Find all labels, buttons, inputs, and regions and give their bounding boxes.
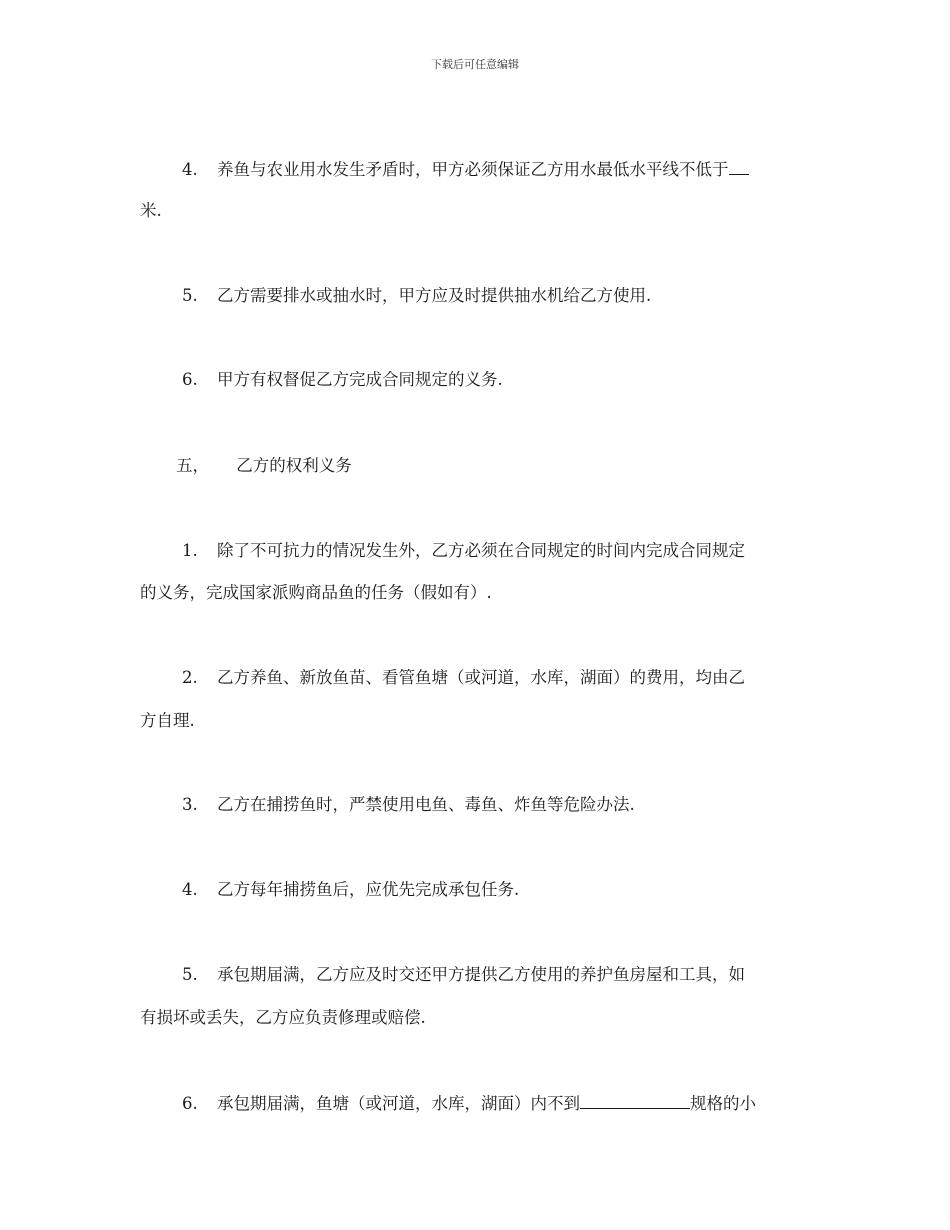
page-header: 下载后可任意编辑 — [431, 58, 519, 71]
item-text: 承包期届满，鱼塘（或河道，水库，湖面）内不到 — [217, 1094, 580, 1113]
duty-4 — [182, 880, 519, 900]
paragraph-4-cont: 米. — [140, 201, 162, 220]
item-text: 乙方养鱼、新放鱼苗、看管鱼塘（或河道，水库，湖面）的费用，均由乙 — [217, 668, 745, 687]
paragraph-4 — [182, 158, 749, 180]
item-number: 5. — [182, 286, 198, 305]
duty-6 — [182, 1092, 756, 1114]
item-text: 除了不可抗力的情况发生外，乙方必须在合同规定的时间内完成合同规定 — [217, 541, 745, 560]
item-number: 5. — [182, 965, 198, 984]
section-number: 五， — [176, 456, 209, 475]
paragraph-5 — [182, 286, 651, 306]
duty-5-cont: 有损坏或丢失，乙方应负责修理或赔偿. — [140, 1008, 426, 1027]
item-number: 3. — [182, 795, 198, 814]
item-number: 6. — [182, 370, 198, 389]
item-number: 4. — [182, 880, 198, 899]
paragraph-6 — [182, 370, 503, 390]
duty-2 — [182, 668, 745, 688]
blank-line — [580, 1092, 690, 1109]
duty-2-cont: 方自理. — [140, 711, 195, 730]
section-heading — [176, 456, 352, 476]
blank-line — [729, 158, 749, 175]
item-text-end: 规格的小 — [690, 1094, 756, 1113]
item-text: 乙方在捕捞鱼时，严禁使用电鱼、毒鱼、炸鱼等危险办法. — [217, 795, 635, 814]
item-number: 4. — [182, 160, 198, 179]
item-text: 承包期届满，乙方应及时交还甲方提供乙方使用的养护鱼房屋和工具，如 — [217, 965, 745, 984]
item-text: 乙方每年捕捞鱼后，应优先完成承包任务. — [217, 880, 520, 899]
section-title: 乙方的权利义务 — [236, 456, 352, 475]
item-number: 6. — [182, 1094, 198, 1113]
item-text: 甲方有权督促乙方完成合同规定的义务. — [217, 370, 503, 389]
item-number: 1. — [182, 541, 198, 560]
duty-5 — [182, 965, 745, 985]
duty-3 — [182, 795, 635, 815]
item-number: 2. — [182, 668, 198, 687]
duty-1 — [182, 541, 745, 561]
duty-1-cont: 的义务，完成国家派购商品鱼的任务（假如有）. — [140, 583, 492, 602]
item-text: 乙方需要排水或抽水时，甲方应及时提供抽水机给乙方使用. — [217, 286, 652, 305]
item-text: 养鱼与农业用水发生矛盾时，甲方必须保证乙方用水最低水平线不低于 — [217, 160, 729, 179]
